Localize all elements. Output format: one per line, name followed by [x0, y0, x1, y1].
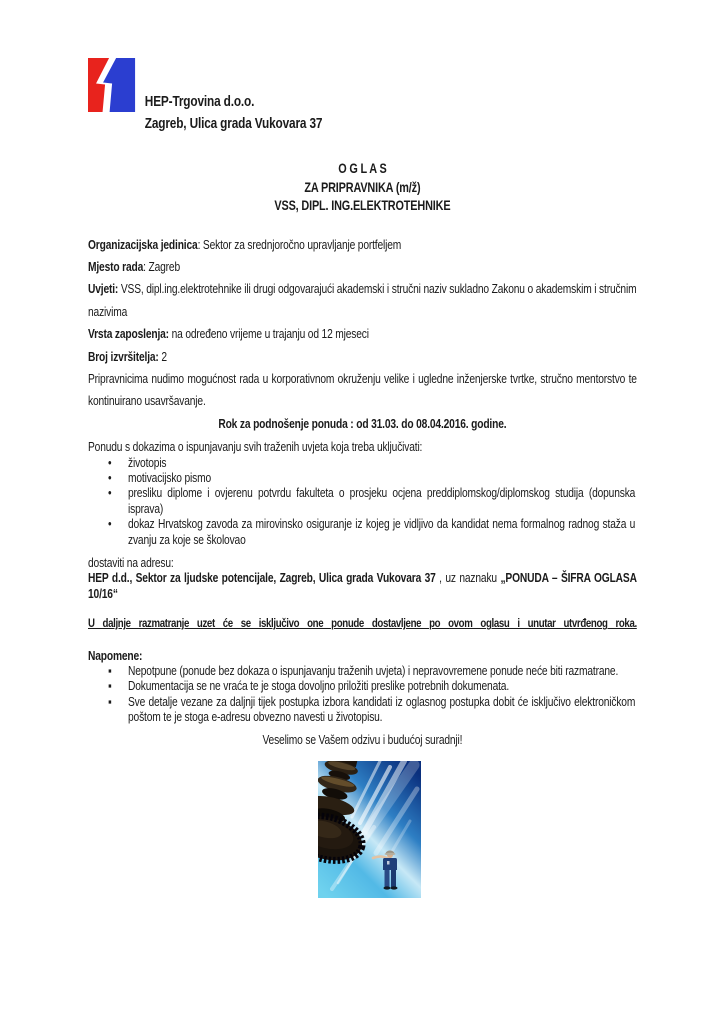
bullet-icon: •: [108, 485, 112, 501]
turbine-photo: [318, 761, 421, 898]
detail-headcount-value: 2: [158, 348, 167, 364]
detail-location: [88, 256, 637, 278]
detail-employment-type: [88, 323, 637, 345]
list-item: [88, 694, 637, 725]
offer-intro: Ponudu s dokazima o ispunjavanju svih traženih uvjeta koja treba uključivati:: [88, 439, 423, 455]
list-item: [88, 455, 637, 470]
bullet-icon: •: [108, 469, 112, 485]
square-bullet-icon: ▪: [108, 663, 112, 679]
address-paragraph: [88, 570, 637, 601]
bullet-icon: •: [108, 516, 112, 532]
list-item: [88, 485, 637, 516]
detail-conditions-value: VSS, dipl.ing.elektrotehnike ili drugi odgovarajući akademski i stručni naziv sukladno Zakonu o akademskim i stručnim nazivima: [88, 281, 637, 319]
address-recipient: HEP d.d., Sektor za ljudske potencijale, Zagreb, Ulica grada Vukovara 37: [88, 570, 436, 586]
square-bullet-icon: ▪: [108, 693, 112, 709]
letterhead-text: [135, 58, 322, 135]
list-item-text: Sve detalje vezane za daljnji tijek postupka izbora kandidati iz oglasnog postupka dobit će isključivo elektroničkom poštom te je stoga e-adresu obvezno navesti u životopisu.: [128, 693, 636, 725]
list-item: [88, 663, 637, 678]
list-item-text: Nepotpune (ponude bez dokaza o ispunjavanju traženih uvjeta) i nepravovremene ponude neće biti razmatrane.: [128, 663, 619, 679]
list-item-text: presliku diplome i ovjerenu potvrdu fakulteta o prosjeku ocjena preddiplomskog/diplomskog studija (dopunska isprava): [128, 485, 636, 516]
detail-conditions-label: Uvjeti:: [88, 281, 119, 297]
title-position: ZA PRIPRAVNIKA (m/ž): [304, 179, 421, 195]
detail-conditions: [88, 278, 637, 323]
detail-org-unit-value: : Sektor za srednjoročno upravljanje portfeljem: [197, 236, 402, 252]
notice-line: U daljnje razmatranje uzet će se isključivo one ponude dostavljene po ovom oglasu i unutar utvrđenog roka.: [88, 616, 637, 631]
document-content: [88, 58, 637, 747]
detail-org-unit-label: Organizacijska jedinica: [88, 236, 198, 252]
closing-line: Veselimo se Vašem odzivu i budućoj suradnji!: [262, 731, 463, 747]
title-block: [88, 160, 637, 216]
deadline-line: Rok za podnošenje ponuda : od 31.03. do 08.04.2016. godine.: [218, 415, 507, 431]
detail-org-unit: [88, 234, 637, 256]
detail-employment-type-value: na određeno vrijeme u trajanju od 12 mjeseci: [168, 326, 369, 342]
offer-requirements-list: [88, 455, 637, 547]
list-item-text: dokaz Hrvatskog zavoda za mirovinsko osiguranje iz kojeg je vidljivo da kandidat nema formalnog radnog staža u zvanju za koje se školovao: [128, 516, 636, 547]
company-name: HEP-Trgovina d.o.o.: [144, 94, 255, 110]
intro-paragraph: Pripravnicima nudimo mogućnost rada u korporativnom okruženju velike i ugledne inženjerske tvrtke, stručno mentorstvo te kontinuirano usavršavanje.: [88, 370, 637, 409]
title-oglas: O G L A S: [338, 161, 387, 176]
application-section: [88, 439, 637, 747]
job-details: [88, 234, 637, 436]
letterhead: [88, 58, 637, 135]
hep-logo-icon: [88, 58, 135, 135]
notes-list: [88, 663, 637, 725]
offer-code: „PONUDA – ŠIFRA OGLASA 10/16“: [88, 570, 637, 601]
detail-location-label: Mjesto rada: [88, 258, 144, 274]
bullet-icon: •: [108, 454, 112, 470]
square-bullet-icon: ▪: [108, 678, 112, 694]
list-item-text: životopis: [128, 454, 167, 470]
title-qualification: VSS, DIPL. ING.ELEKTROTEHNIKE: [274, 198, 451, 213]
list-item: [88, 678, 637, 693]
detail-employment-type-label: Vrsta zaposlenja:: [88, 326, 169, 342]
notes-heading: Napomene:: [88, 647, 143, 663]
detail-headcount-label: Broj izvršitelja:: [88, 348, 159, 364]
company-address: Zagreb, Ulica grada Vukovara 37: [144, 116, 323, 132]
list-item-text: Dokumentacija se ne vraća te je stoga dovoljno priložiti preslike potrebnih dokumenata.: [128, 678, 510, 694]
detail-headcount: [88, 346, 637, 368]
list-item: [88, 470, 637, 485]
list-item-text: motivacijsko pismo: [128, 469, 212, 485]
detail-location-value: : Zagreb: [143, 258, 180, 274]
list-item: [88, 516, 637, 547]
address-middle: , uz naznaku: [435, 570, 501, 586]
address-intro: dostaviti na adresu:: [88, 555, 174, 570]
